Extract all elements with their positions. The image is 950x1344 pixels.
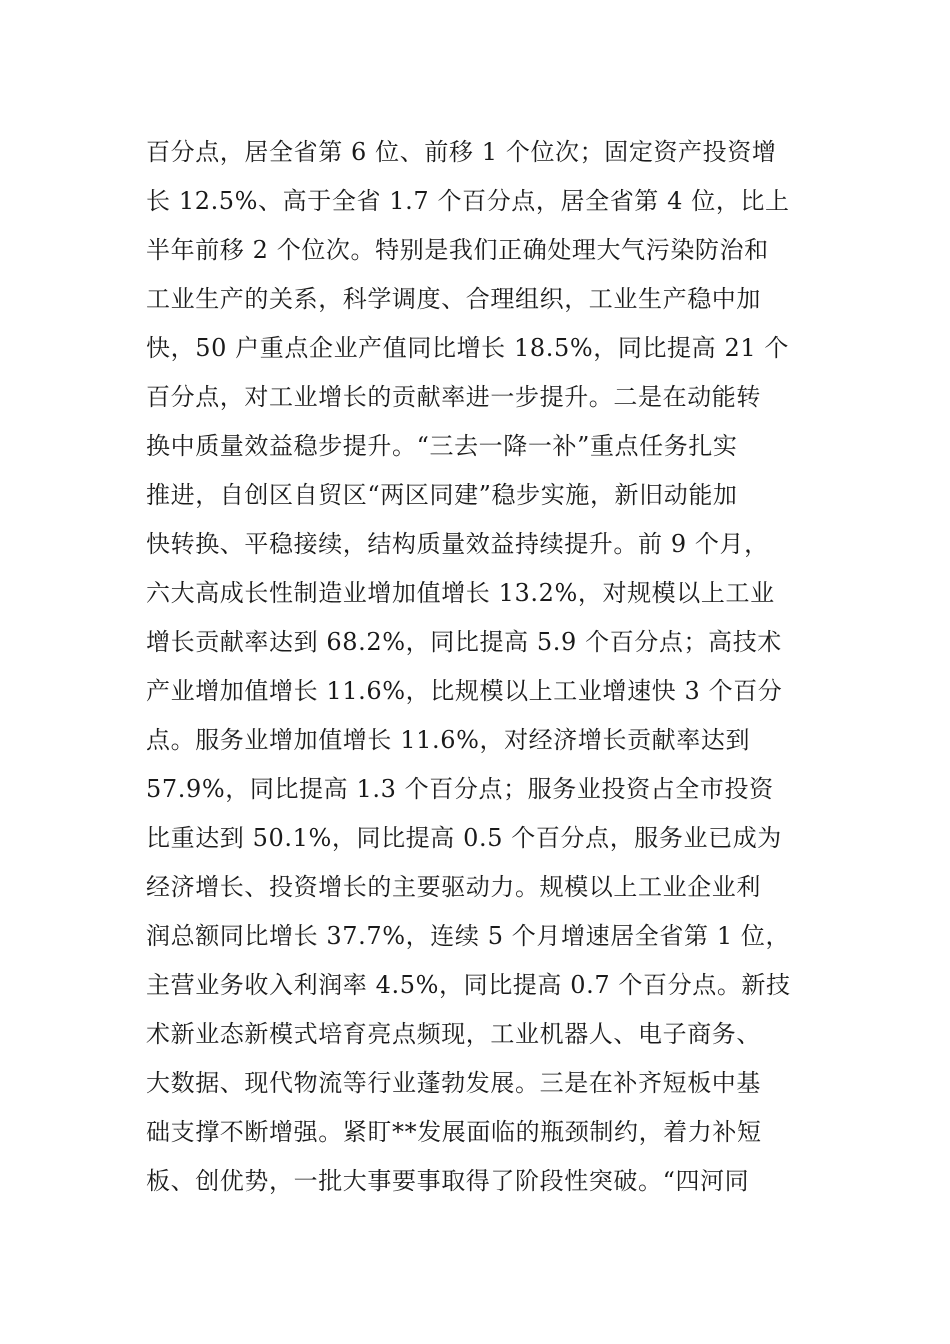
text-line: 57.9%，同比提高 1.3 个百分点；服务业投资占全市投资 — [146, 775, 774, 803]
text-line: 百分点，居全省第 6 位、前移 1 个位次；固定资产投资增 — [146, 138, 777, 166]
text-line: 六大高成长性制造业增加值增长 13.2%，对规模以上工业 — [146, 579, 775, 607]
text-line: 快转换、平稳接续，结构质量效益持续提升。前 9 个月， — [146, 530, 769, 558]
text-line: 比重达到 50.1%，同比提高 0.5 个百分点，服务业已成为 — [146, 824, 782, 852]
text-line: 工业生产的关系，科学调度、合理组织，工业生产稳中加 — [146, 285, 761, 313]
text-line: 换中质量效益稳步提升。“三去一降一补”重点任务扎实 — [146, 432, 738, 460]
text-line: 长 12.5%、高于全省 1.7 个百分点，居全省第 4 位，比上 — [146, 187, 790, 215]
text-line: 板、创优势，一批大事要事取得了阶段性突破。“四河同 — [146, 1167, 750, 1195]
text-line: 大数据、现代物流等行业蓬勃发展。三是在补齐短板中基 — [146, 1069, 761, 1097]
text-line: 百分点，对工业增长的贡献率进一步提升。二是在动能转 — [146, 383, 761, 411]
text-line: 主营业务收入利润率 4.5%，同比提高 0.7 个百分点。新技 — [146, 971, 791, 999]
text-line: 快，50 户重点企业产值同比增长 18.5%，同比提高 21 个 — [146, 334, 790, 362]
text-line: 润总额同比增长 37.7%，连续 5 个月增速居全省第 1 位， — [146, 922, 791, 950]
text-line: 半年前移 2 个位次。特别是我们正确处理大气污染防治和 — [146, 236, 769, 264]
text-line: 术新业态新模式培育亮点频现，工业机器人、电子商务、 — [146, 1020, 761, 1048]
text-line: 础支撑不断增强。紧盯**发展面临的瓶颈制约，着力补短 — [146, 1118, 762, 1146]
text-line: 推进，自创区自贸区“两区同建”稳步实施，新旧动能加 — [146, 481, 738, 509]
text-line: 产业增加值增长 11.6%，比规模以上工业增速快 3 个百分 — [146, 677, 783, 705]
body-paragraph — [146, 128, 811, 1206]
text-line: 增长贡献率达到 68.2%，同比提高 5.9 个百分点；高技术 — [146, 628, 782, 656]
text-line: 点。服务业增加值增长 11.6%，对经济增长贡献率达到 — [146, 726, 751, 754]
text-line: 经济增长、投资增长的主要驱动力。规模以上工业企业利 — [146, 873, 761, 901]
